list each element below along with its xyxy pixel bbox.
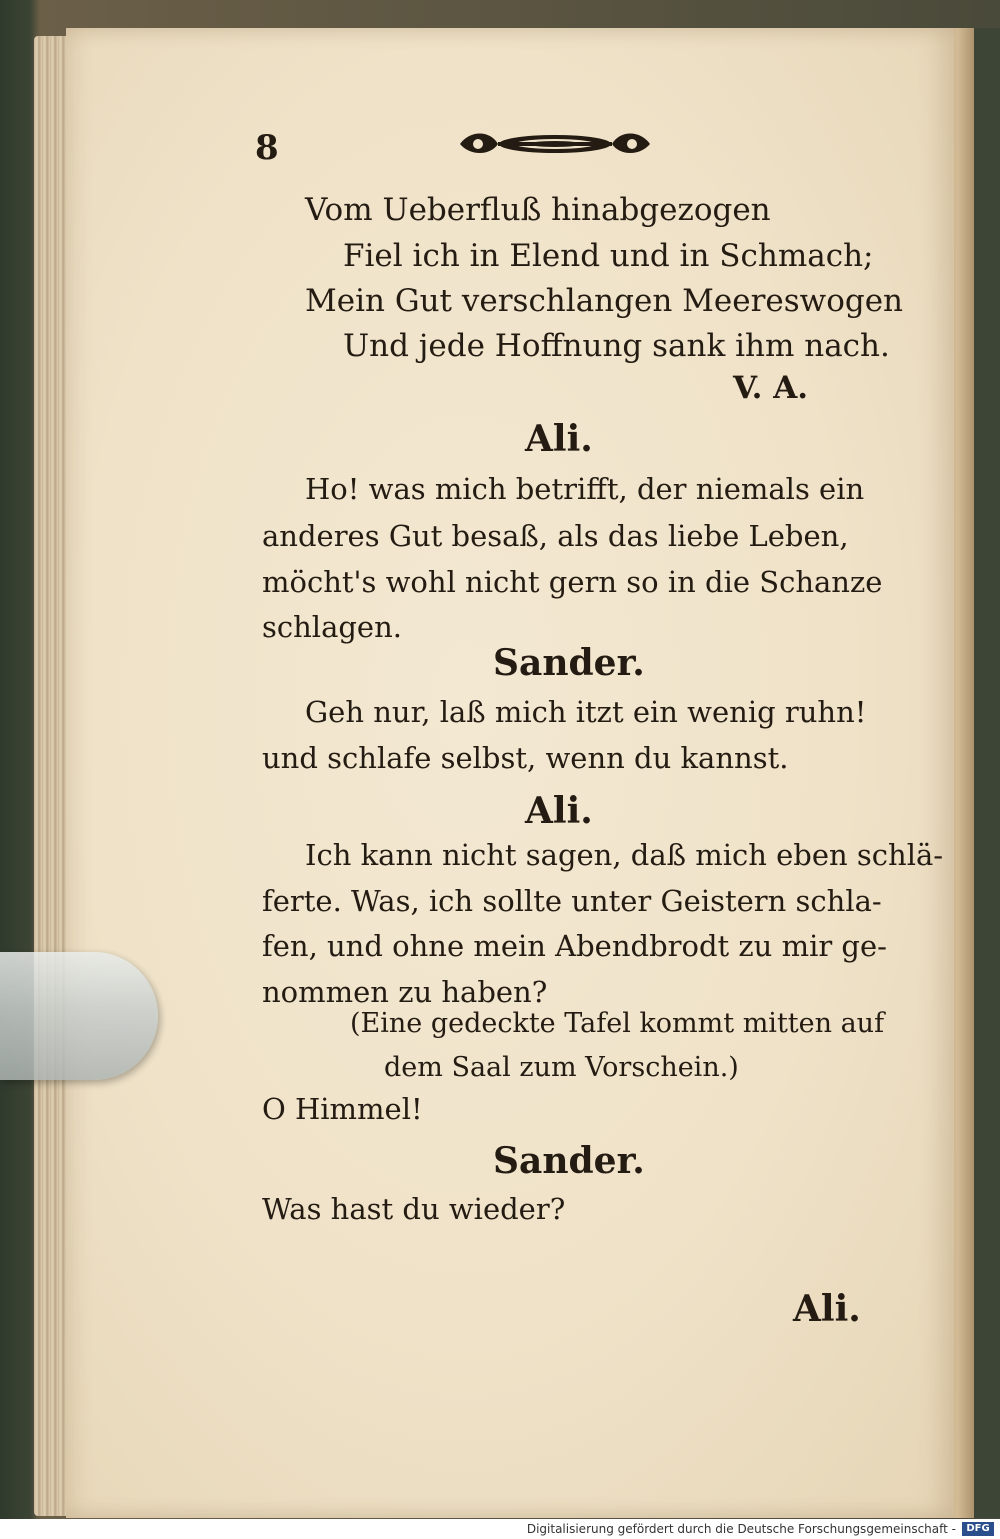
speaker-name: Ali. xyxy=(525,418,593,460)
verse-line: Und jede Hoffnung sank ihm nach. xyxy=(343,328,890,364)
dialogue-line: ferte. Was, ich sollte unter Geistern schla- xyxy=(262,884,882,918)
dialogue-line: nommen zu haben? xyxy=(262,975,548,1009)
speaker-name: Ali. xyxy=(525,790,593,832)
page-clip xyxy=(0,952,158,1080)
dialogue-line: Ich kann nicht sagen, daß mich eben schlä- xyxy=(305,838,944,872)
catchword: Ali. xyxy=(793,1288,861,1330)
dialogue-line: möcht's wohl nicht gern so in die Schanze xyxy=(262,565,883,599)
dialogue-line: Ho! was mich betrifft, der niemals ein xyxy=(305,472,865,506)
dialogue-line: fen, und ohne mein Abendbrodt zu mir ge- xyxy=(262,929,887,963)
footer-credit: Digitalisierung gefördert durch die Deutsche Forschungsgemeinschaft - xyxy=(526,1522,956,1536)
verse-line: Vom Ueberfluß hinabgezogen xyxy=(305,192,771,228)
page-number: 8 xyxy=(255,128,279,168)
dialogue-line: O Himmel! xyxy=(262,1092,423,1126)
dialogue-line: Was hast du wieder? xyxy=(262,1192,566,1226)
dialogue-line: Geh nur, laß mich itzt ein wenig ruhn! xyxy=(305,695,867,729)
speaker-name: Sander. xyxy=(493,1140,645,1182)
stage-direction: dem Saal zum Vorschein.) xyxy=(384,1052,739,1083)
speaker-name: Sander. xyxy=(493,642,645,684)
dfg-logo: DFG xyxy=(962,1522,994,1536)
verse-line: Fiel ich in Elend und in Schmach; xyxy=(343,238,874,274)
dialogue-line: anderes Gut besaß, als das liebe Leben, xyxy=(262,519,849,553)
verse-line: Mein Gut verschlangen Meereswogen xyxy=(305,283,904,319)
stage-direction: (Eine gedeckte Tafel kommt mitten auf xyxy=(350,1008,885,1039)
dialogue-line: schlagen. xyxy=(262,610,402,644)
right-margin xyxy=(974,28,1000,1518)
ornament-icon xyxy=(450,126,660,162)
verse-credit: V. A. xyxy=(733,370,809,406)
dialogue-line: und schlafe selbst, wenn du kannst. xyxy=(262,741,789,775)
